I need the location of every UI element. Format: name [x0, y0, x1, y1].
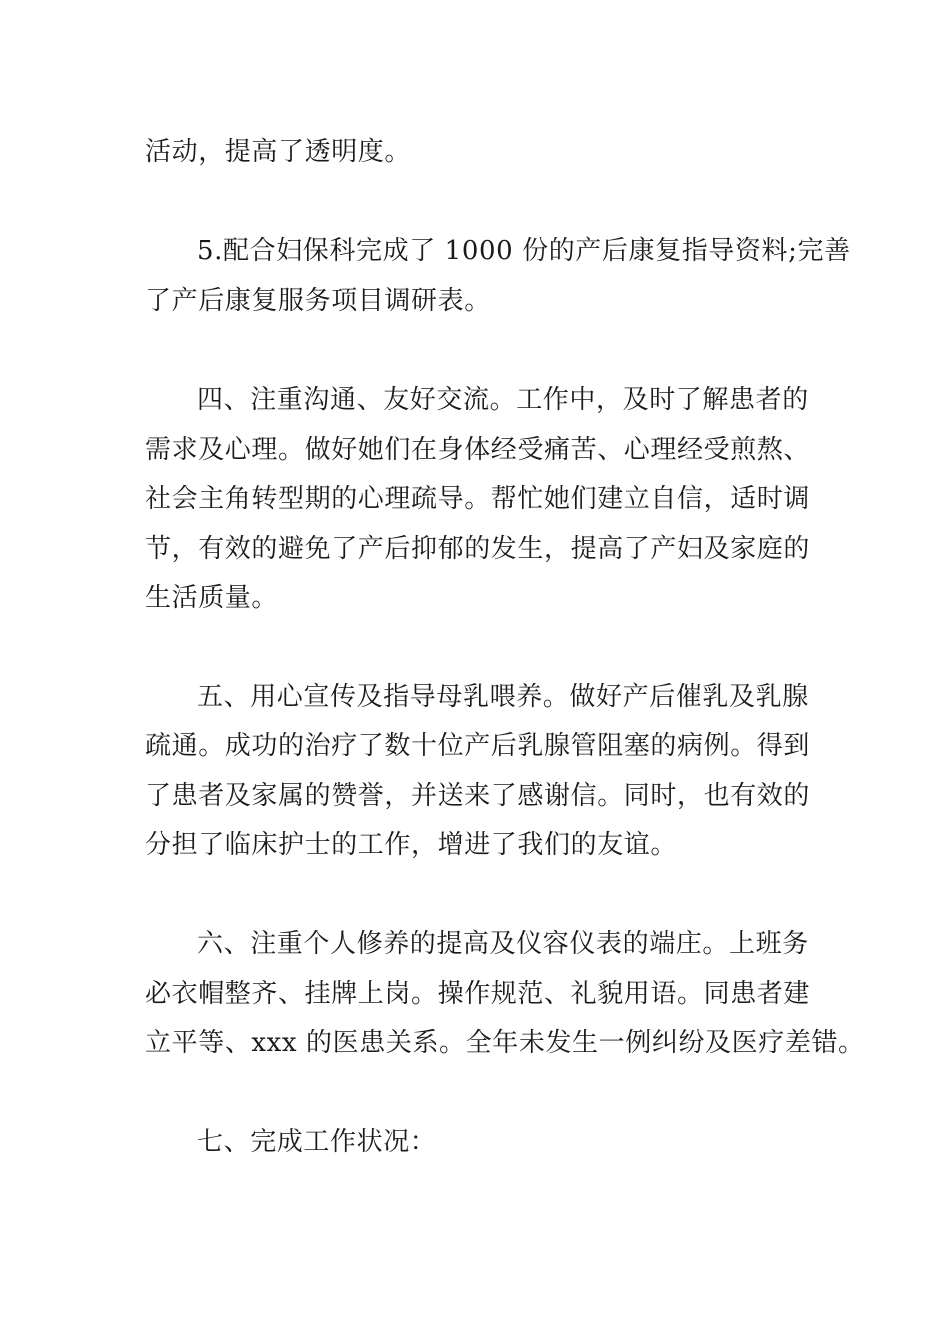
paragraph-line: 活动，提高了透明度。: [145, 137, 412, 167]
paragraph-line: 生活质量。: [145, 583, 279, 613]
paragraph-line: 六、注重个人修养的提高及仪容仪表的端庄。上班务: [197, 929, 809, 959]
paragraph-line: 立平等、xxx 的医患关系。全年未发生一例纠纷及医疗差错。: [145, 1028, 865, 1058]
paragraph-line: 需求及心理。做好她们在身体经受痛苦、心理经受煎熬、: [145, 435, 811, 465]
paragraph-line: 节，有效的避免了产后抑郁的发生，提高了产妇及家庭的: [145, 534, 811, 564]
paragraph-line: 五、用心宣传及指导母乳喂养。做好产后催乳及乳腺: [197, 682, 809, 712]
paragraph-line: 社会主角转型期的心理疏导。帮忙她们建立自信，适时调: [145, 484, 811, 514]
paragraph-line: 七、完成工作状况：: [197, 1127, 437, 1157]
paragraph-line: 了患者及家属的赞誉，并送来了感谢信。同时，也有效的: [145, 781, 811, 811]
paragraph-line: 分担了临床护士的工作，增进了我们的友谊。: [145, 830, 678, 860]
paragraph-line: 5.配合妇保科完成了 1000 份的产后康复指导资料;完善: [197, 236, 851, 266]
paragraph-line: 了产后康复服务项目调研表。: [145, 286, 491, 316]
paragraph-line: 四、注重沟通、友好交流。工作中，及时了解患者的: [197, 385, 809, 415]
paragraph-line: 必衣帽整齐、挂牌上岗。操作规范、礼貌用语。同患者建: [145, 979, 811, 1009]
paragraph-line: 疏通。成功的治疗了数十位产后乳腺管阻塞的病例。得到: [145, 731, 811, 761]
